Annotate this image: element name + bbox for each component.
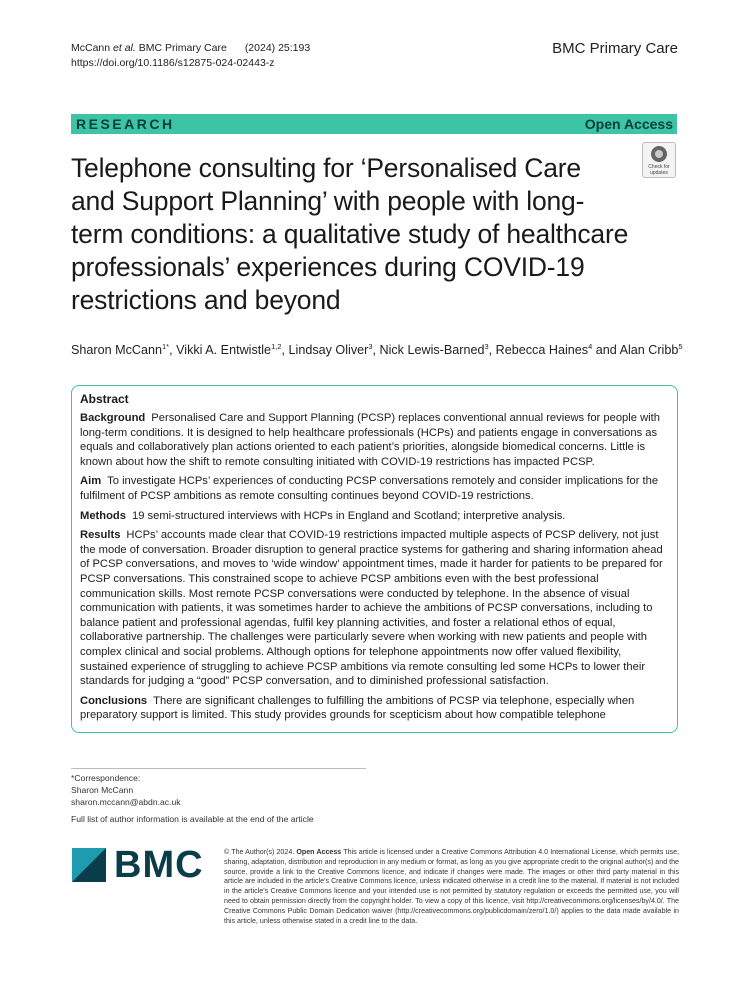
correspondence-email[interactable]: sharon.mccann@abdn.ac.uk [71, 797, 181, 807]
author-affiliation: 4 [588, 342, 593, 351]
abstract-section-heading: Results [80, 529, 121, 542]
article-title: Telephone consulting for ‘Personalised Care and Support Planning’ with people with long-term conditions: a qualitative study of healthcare professionals’ experiences during COVID-19 restrictions and beyond [71, 153, 629, 315]
abstract-section-heading: Methods [80, 509, 126, 522]
author-name: Sharon McCann [71, 343, 163, 358]
abstract-sections [80, 411, 669, 723]
abstract-heading: Abstract [80, 392, 129, 406]
abstract-section-background [80, 411, 669, 469]
article-type-bar [71, 114, 677, 134]
abstract-section-heading: Conclusions [80, 694, 148, 707]
check-for-updates-badge[interactable]: Check for updates [642, 142, 676, 178]
abstract-box [71, 385, 678, 733]
abstract-section-aim [80, 474, 669, 503]
journal-name: BMC Primary Care [552, 40, 678, 57]
abstract-section-results [80, 528, 669, 689]
author-affiliation: 5 [678, 342, 683, 351]
citation-volume: (2024) 25:193 [244, 42, 311, 54]
citation-text: McCann et al. BMC Primary Care [71, 42, 227, 54]
correspondence-block [71, 772, 181, 808]
article-type-label: RESEARCH [76, 116, 175, 132]
abstract-section-text: To investigate HCPs’ experiences of conducting PCSP conversations remotely and consider implications for the fulfilment of PCSP ambitions as remote consulting continues beyond COVID-19 restrictions. [80, 475, 659, 502]
abstract-section-text: There are significant challenges to fulfilling the ambitions of PCSP via telephone, especially when preparatory support is limited. This study provides grounds for scepticism about how compatible telephone [80, 694, 635, 722]
author-affiliation: 3 [484, 342, 489, 351]
bmc-logo-text: BMC [114, 844, 204, 886]
abstract-section-conclusions [80, 694, 669, 723]
abstract-section-heading: Background [80, 412, 146, 424]
bmc-logo-mark-icon [72, 848, 106, 882]
author-name: Vikki A. Entwistle [176, 343, 272, 358]
author-list: Sharon McCann$^{1*}$, Vikki A. Entwistle$^{1,2}$, Lindsay Oliver$^3$, Nick Lewis-Barned$^3$, Rebecca Haines$^4$ and Alan Cribb$^5$ [71, 342, 683, 358]
abstract-section-text: 19 semi-structured interviews with HCPs in England and Scotland; interpretive analysis. [132, 509, 566, 522]
footnote-separator [71, 768, 366, 769]
abstract-section-text: HCPs’ accounts made clear that COVID-19 restrictions impacted multiple aspects of PCSP delivery, not just the mode of conversation. Broader disruption to general practice systems for gathering and sharing information ahead of PCSP conversations, and moves to ‘wide window’ appointment times, made it harder for patients to be prepared for PCSP conversations. This constrained scope to achieve PCSP ambitions even with the best professional communication skills. Most remote PCSP conversations were conducted by telephone. In the absence of visual communication with patients, it was sometimes harder to achieve the ambitions of PCSP conversations, including to balance patient and professional agendas, fulfil key planning activities, and foster a relational ethos of equal, collaborative partnership. The challenges were particularly severe when working with new patients and people with complex clinical and social problems. Although options for telephone appointments now offer valued flexibility, sustained experience of struggling to achieve PCSP ambitions via remote consulting led some HCPs to lower their standards for judging a “good” PCSP conversation, and to diminished professional satisfaction. [80, 529, 663, 688]
correspondence-name: Sharon McCann [71, 785, 134, 795]
abstract-section-methods [80, 509, 669, 524]
author-affiliation: 1,2 [271, 342, 282, 351]
author-name: Nick Lewis-Barned [379, 343, 485, 358]
license-text: © The Author(s) 2024. Open Access This article is licensed under a Creative Commons Attribution 4.0 International License, which permits use, sharing, adaptation, distribution and reproduction in any medium or format, as long as you give appropriate credit to the original author(s) and the source, provide a link to the Creative Commons licence, and indicate if changes were made. The images or other third party material in this article are included in the article’s Creative Commons licence, unless indicated otherwise in a credit line to the material. If material is not included in the article’s Creative Commons licence and your intended use is not permitted by statutory regulation or exceeds the permitted use, you will need to obtain permission directly from the copyright holder. To view a copy of this licence, visit http://creativecommons.org/licenses/by/4.0/. The Creative Commons Public Domain Dedication waiver (http://creativecommons.org/publicdomain/zero/1.0/) applies to the data made available in this article, unless otherwise stated in a credit line to the data. [224, 848, 679, 925]
author-affiliation: 3 [368, 342, 373, 351]
open-access-label: Open Access [584, 116, 673, 132]
author-name: Lindsay Oliver [288, 343, 369, 358]
check-updates-icon [651, 146, 667, 162]
author-affiliation: 1* [162, 342, 170, 351]
author-info-note: Full list of author information is available at the end of the article [71, 814, 314, 824]
abstract-section-text: Personalised Care and Support Planning (PCSP) replaces conventional annual reviews for people with long-term conditions. It is designed to help healthcare professionals (HCPs) and patients engage in conversations as equals and collaboratively plan actions oriented to each patient’s priorities, alongside biomedical concerns. Little is known about how the shift to remote consulting initiated with COVID-19 restrictions has impacted PCSP. [80, 412, 660, 468]
doi-link[interactable]: https://doi.org/10.1186/s12875-024-02443-z [71, 57, 275, 69]
running-header [71, 41, 310, 71]
abstract-section-heading: Aim [80, 475, 102, 488]
author-name: Rebecca Haines [495, 343, 589, 358]
correspondence-label: *Correspondence: [71, 773, 141, 783]
bmc-logo [72, 844, 212, 886]
author-name: Alan Cribb [619, 343, 679, 358]
